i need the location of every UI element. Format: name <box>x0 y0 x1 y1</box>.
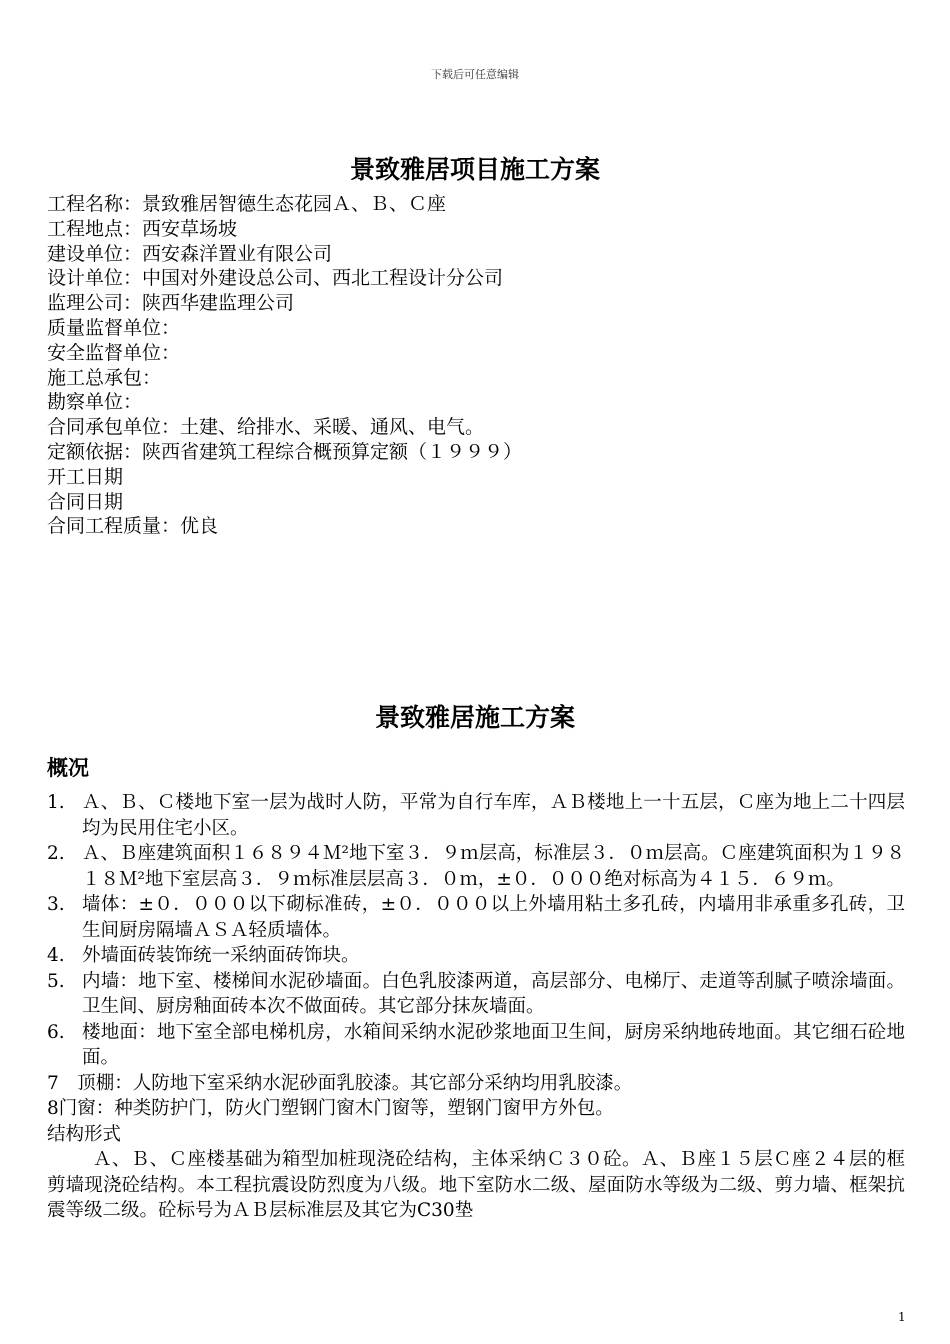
item-number: 2. <box>47 843 65 864</box>
list-item <box>47 841 905 892</box>
item-number: 5. <box>47 970 65 992</box>
info-line: 设计单位：中国对外建设总公司、西北工程设计分公司 <box>47 267 504 290</box>
item-7-ceiling: 7 顶棚：人防地下室采纳水泥砂面乳胶漆。其它部分采纳均用乳胶漆。 <box>47 1072 633 1094</box>
item-text: 墙体：±０．０００以下砌标准砖，±０．０００以上外墙用粘土多孔砖，内墙用非承重多孔砖，卫生间厨房隔墙ＡＳＡ轻质墙体。 <box>82 894 905 941</box>
page-number: 1 <box>898 1310 906 1324</box>
item-text: 内墙：地下室、楼梯间水泥砂墙面。白色乳胶漆两道，高层部分、电梯厅、走道等刮腻子喷涂墙面。卫生间、厨房釉面砖本次不做面砖。其它部分抹灰墙面。 <box>82 970 905 1017</box>
item-number: 1. <box>47 792 65 813</box>
list-item <box>47 892 905 943</box>
structure-paragraph: Ａ、Ｂ、Ｃ座楼基础为箱型加桩现浇砼结构，主体采纳Ｃ３０砼。Ａ、Ｂ座１５层Ｃ座２４层的框剪墙现浇砼结构。本工程抗震设防烈度为八级。地下室防水二级、屋面防水等级为二级、剪力墙、框架抗震等级二级。砼标号为ＡＢ层标准层及其它为C30垫 <box>47 1149 905 1221</box>
overview-body <box>47 790 905 1224</box>
info-line: 工程地点：西安草场坡 <box>47 217 238 240</box>
item-number: 4. <box>47 945 65 966</box>
item-text: Ａ、Ｂ座建筑面积１６８９４Ｍ²地下室３．９ｍ层高，标准层３．０ｍ层高。Ｃ座建筑面积为１９８１８Ｍ²地下室层高３．９ｍ标准层层高３．０ｍ，±０．０００绝对标高为４１５．６９ｍ。 <box>82 843 905 890</box>
item-number: 3. <box>47 894 65 915</box>
page-header-note: 下载后可任意编辑 <box>431 68 519 81</box>
info-line: 建设单位：西安森洋置业有限公司 <box>47 242 333 265</box>
cover-title: 景致雅居项目施工方案 <box>349 155 600 184</box>
plan-title: 景致雅居施工方案 <box>374 703 575 732</box>
info-line: 质量监督单位： <box>47 316 181 339</box>
info-line: 监理公司：陕西华建监理公司 <box>47 292 295 315</box>
structure-heading: 结构形式 <box>47 1123 122 1145</box>
list-item <box>47 943 905 969</box>
info-line: 勘察单位： <box>47 391 143 414</box>
info-line: 工程名称：景致雅居智德生态花园Ａ、Ｂ、Ｃ座 <box>47 193 447 215</box>
item-8-doors-windows: 8门窗：种类防护门，防火门塑钢门窗木门窗等，塑钢门窗甲方外包。 <box>47 1098 614 1119</box>
list-item <box>47 1020 905 1071</box>
item-text: 外墙面砖装饰统一采纳面砖饰块。 <box>82 945 360 966</box>
info-line: 开工日期 <box>47 465 124 488</box>
info-line: 定额依据：陕西省建筑工程综合概预算定额（１９９９） <box>47 440 523 463</box>
list-item <box>47 790 905 841</box>
info-line: 施工总承包： <box>47 366 162 389</box>
overview-heading: 概况 <box>47 755 89 780</box>
item-text: Ａ、Ｂ、Ｃ楼地下室一层为战时人防，平常为自行车库，ＡＢ楼地上一十五层，Ｃ座为地上二十四层均为民用住宅小区。 <box>82 792 905 839</box>
project-info-list <box>47 192 522 539</box>
item-number: 6. <box>47 1021 65 1043</box>
info-line: 合同承包单位：土建、给排水、采暖、通风、电气。 <box>47 416 485 439</box>
info-line: 合同工程质量：优良 <box>47 515 219 538</box>
list-item <box>47 969 905 1020</box>
info-line: 安全监督单位： <box>47 341 181 364</box>
info-line: 合同日期 <box>47 490 124 513</box>
item-text: 楼地面：地下室全部电梯机房，水箱间采纳水泥砂浆地面卫生间，厨房采纳地砖地面。其它细石砼地面。 <box>82 1021 905 1068</box>
